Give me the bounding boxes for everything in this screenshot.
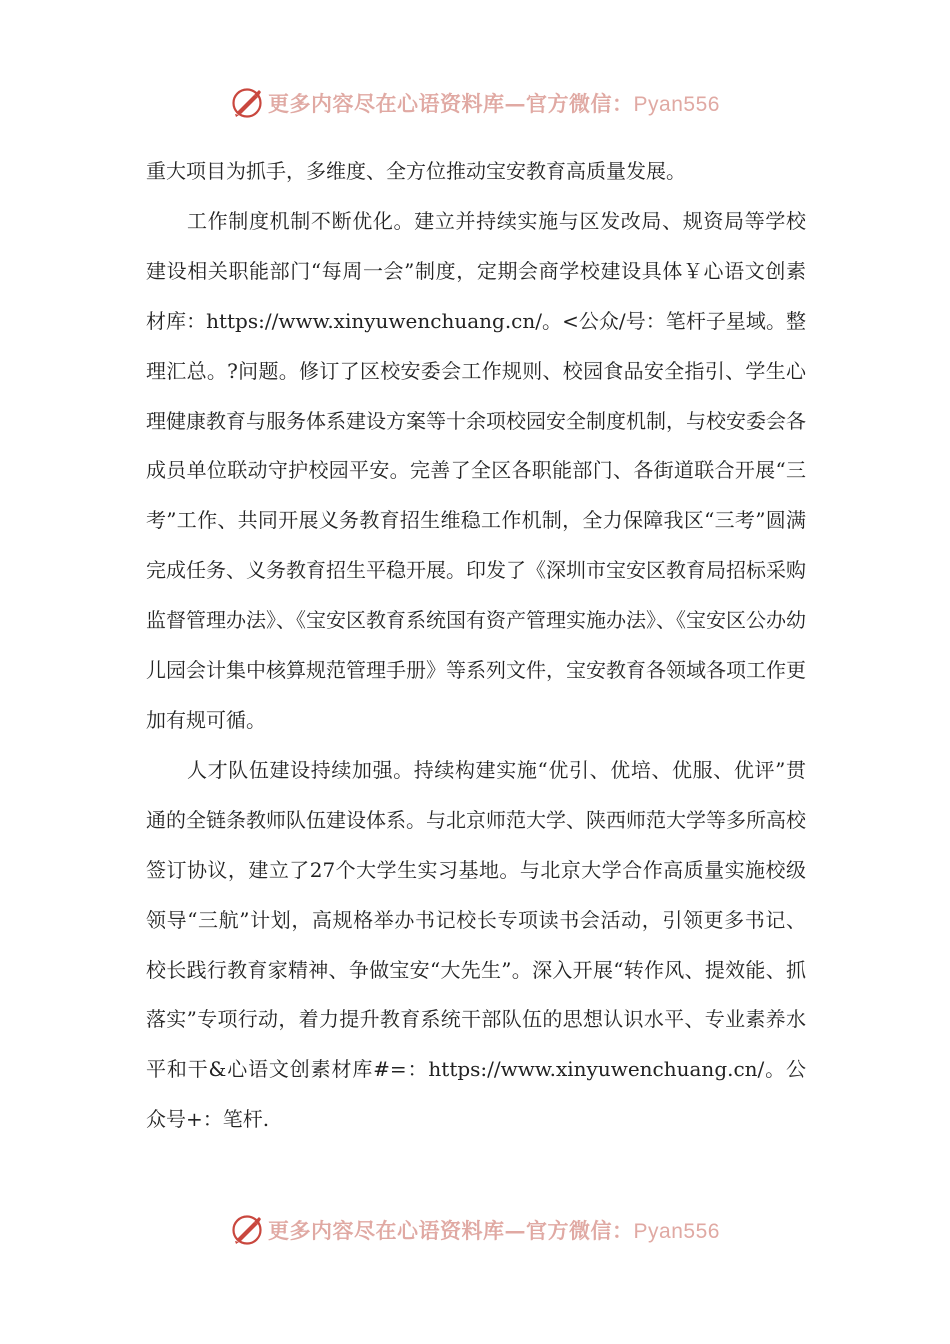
paragraph: 人才队伍建设持续加强。持续构建实施“优引、优培、优服、优评”贯通的全链条教师队伍建设体系。与北京师范大学、陕西师范大学等多所高校签订协议，建立了27个大学生实习基地。与北京大学合作高质量实施校级领导“三航”计划，高规格举办书记校长专项读书会活动，引领更多书记、校长践行教育家精神、争做宝安“大先生”。深入开展“转作风、提效能、抓落实”专项行动，着力提升教育系统干部队伍的思想认识水平、专业素养水平和干&心语文创素材库#=：https://www.xinyuwenchuang.cn/。公众号+：笔杆. (146, 757, 806, 1132)
paragraph: 工作制度机制不断优化。建立并持续实施与区发改局、规资局等学校建设相关职能部门“每周一会”制度，定期会商学校建设具体￥心语文创素材库：https://www.xinyuwenchuang.cn/。<公众/号：笔杆子星域。整理汇总。?问题。修订了区校安委会工作规则、校园食品安全指引、学生心理健康教育与服务体系建设方案等十余项校园安全制度机制，与校安委会各成员单位联动守护校园平安。完善了全区各职能部门、各街道联合开展“三考”工作、共同开展义务教育招生维稳工作机制，全力保障我区“三考”圆满完成任务、义务教育招生平稳开展。印发了《深圳市宝安区教育局招标采购监督管理办法》、《宝安区教育系统国有资产管理实施办法》、《宝安区公办幼儿园会计集中核算规范管理手册》等系列文件，宝安教育各领域各项工作更加有规可循。 (146, 208, 806, 732)
banner-text: 更多内容尽在心语资料库—官方微信：Pyan556 (268, 1218, 720, 1243)
footer-banner (0, 1210, 950, 1250)
wechat-id: Pyan556 (633, 1220, 720, 1243)
pen-circle-icon (230, 86, 264, 120)
header-banner (0, 83, 950, 123)
banner-text: 更多内容尽在心语资料库—官方微信：Pyan556 (268, 91, 720, 116)
pen-circle-icon (230, 1213, 264, 1247)
wechat-id: Pyan556 (633, 93, 720, 116)
paragraph: 重大项目为抓手，多维度、全方位推动宝安教育高质量发展。 (146, 159, 686, 183)
document-body (146, 147, 806, 1145)
